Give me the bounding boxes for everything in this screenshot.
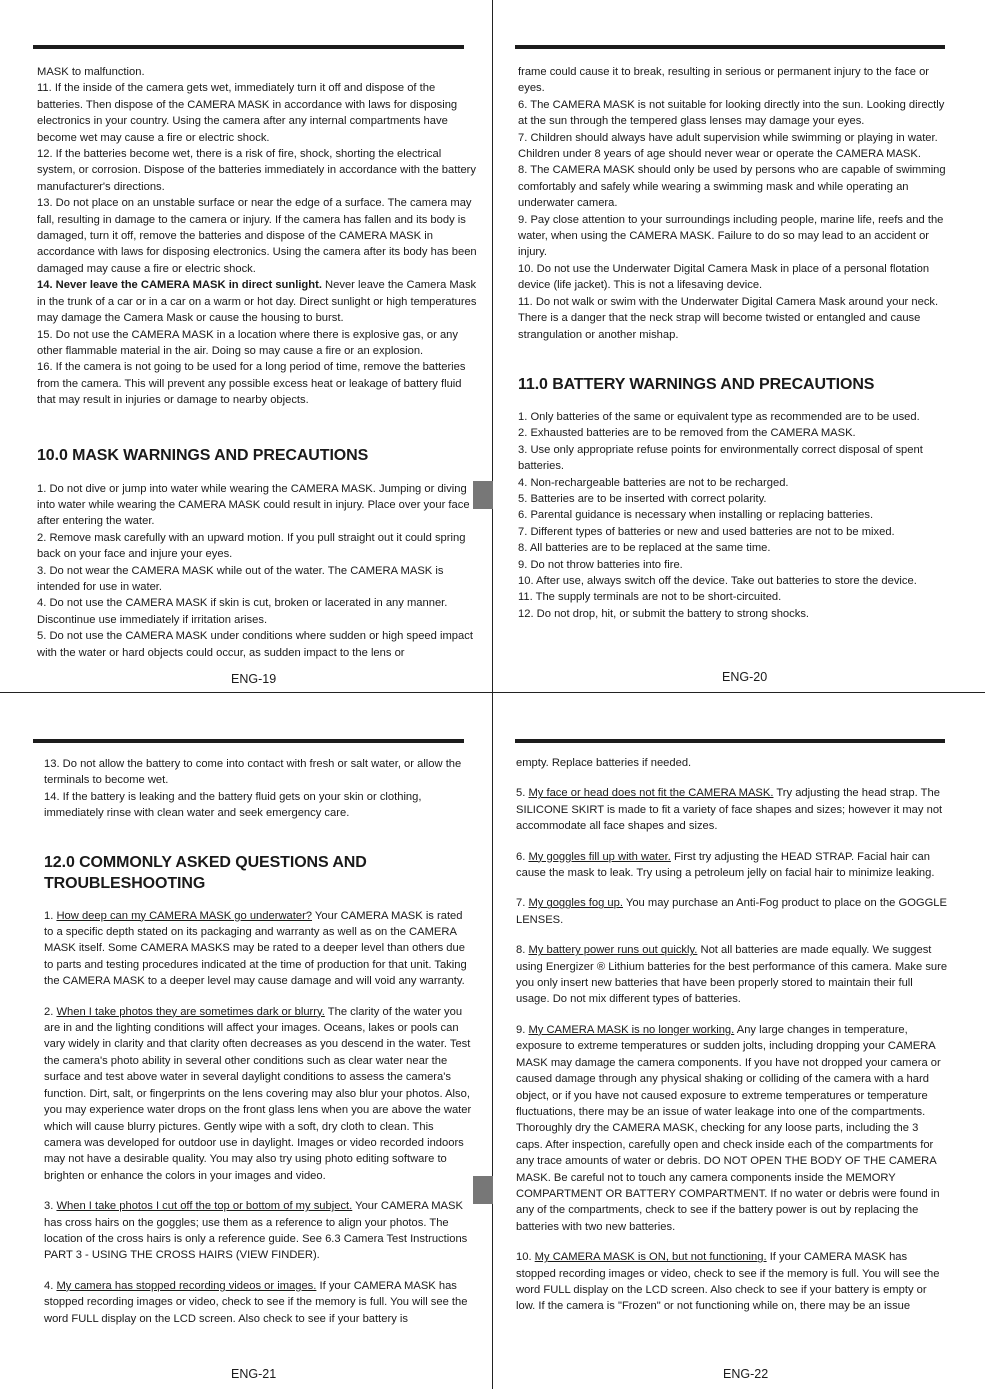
header-rule [515, 739, 945, 743]
header-rule [33, 45, 464, 49]
list-item: 11. Do not walk or swim with the Underwater Digital Camera Mask around your neck. There is a danger that the neck strap will become twisted or entangled and cause strangulation or another mishap. [518, 295, 939, 341]
page-eng-20 [518, 64, 952, 622]
faq-question: When I take photos I cut off the top or bottom of my subject. [56, 1200, 353, 1213]
list-item: 10. After use, always switch off the device. Take out batteries to store the device. [518, 574, 917, 587]
list-item: 16. If the camera is not going to be used for a long period of time, remove the batteries from the camera. This will prevent any possible excess heat or leakage of battery fluid that may result in injuries or damage to nearby objects. [37, 361, 466, 407]
faq-question: My face or head does not fit the CAMERA MASK. [528, 787, 774, 800]
list-item: 4. Do not use the CAMERA MASK if skin is cut, broken or lacerated in any manner. Discontinue use immediately if irritation arises. [37, 597, 448, 626]
list-item: frame could cause it to break, resulting in serious or permanent injury to the face or eyes. [518, 66, 930, 95]
list-item: 13. Do not place on an unstable surface or near the edge of a surface. The camera may fall, resulting in damage to the camera or injury. If the camera has fallen and its body is damaged, turn it off, remove the batteries and dispose of the CAMERA MASK in accordance with laws for disposing electronics. Using the camera after its body has been damaged may cause a fire or electric shock. [37, 197, 477, 275]
faq-item: 2. When I take photos they are sometimes dark or blurry. The clarity of the water you are in and the lighting conditions will affect your images. Oceans, lakes or pools can vary widely in clarity and that clarity often decreases as you descend in the water. Test the camera's photo ability in several other conditions such as clear water near the surface and test above water in several daylight conditions to assess the camera's function. Dirt, salt, or fingerprints on the lens covering may also blur your photos. Also, you may experience water drops on the front glass lens when you are above the water which will cause blurry pictures. Gently wipe with a soft, dry cloth to clean. This camera was developed for outdoor use in daylight. Images or video recorded indoors may not have a desirable quality. You may also try using photo editing software to brighten or enhance the colors in your images and video. [44, 1005, 472, 1182]
list-item: 3. Use only appropriate refuse points for environmentally correct disposal of spent batteries. [518, 443, 923, 473]
list-item: 14. If the battery is leaking and the battery fluid gets on your skin or clothing, immediately rinse with clean water and seek emergency care. [44, 790, 422, 820]
page-number: ENG-21 [231, 1367, 277, 1381]
list-item: 1. Only batteries of the same or equivalent type as recommended are to be used. [518, 410, 920, 423]
faq-question: My battery power runs out quickly. [528, 944, 698, 957]
faq-item: 3. When I take photos I cut off the top or bottom of my subject. Your CAMERA MASK has cross hairs on the goggles; use them as a reference to align your photos. The location of the cross hairs is only a reference guide. See 6.3 Camera Test Instructions PART 3 - USING THE CROSS HAIRS (VIEW FINDER). [44, 1200, 468, 1262]
list-item: 6. The CAMERA MASK is not suitable for looking directly into the sun. Looking directly at the sun through the tempered glass lenses may damage your eyes. [518, 98, 945, 128]
faq-item: 10. My CAMERA MASK is ON, but not functioning. If your CAMERA MASK has stopped recording images or video, check to see if the memory is full. You will see the word FULL display on the LCD screen. Also check to see if your battery is empty or low. If the camera is "Frozen" or not functioning while on, there may be an issue [516, 1251, 940, 1313]
list-item: 13. Do not allow the battery to come into contact with fresh or salt water, or allow the terminals to become wet. [44, 758, 462, 787]
faq-question: My CAMERA MASK is no longer working. [528, 1023, 735, 1036]
faq-answer: Try adjusting the head strap. The SILICONE SKIRT is made to fit a variety of face shapes and sizes; however it may not accommodate all face shapes and sizes. [516, 787, 943, 833]
section-heading: TROUBLESHOOTING [44, 874, 206, 892]
faq-question: My CAMERA MASK is ON, but not functioning. [534, 1251, 767, 1264]
header-rule [33, 739, 464, 743]
faq-answer: Your CAMERA MASK has cross hairs on the goggles; use them as a reference to align your photos. The location of the cross hairs is only a reference guide. See 6.3 Camera Test Instructions PART 3 - USING THE CROSS HAIRS (VIEW FINDER). [44, 1200, 468, 1262]
list-item: 15. Do not use the CAMERA MASK in a location where there is explosive gas, or any other flammable material in the air. Doing so may cause a fire or an explosion. [37, 328, 458, 357]
faq-answer: Your CAMERA MASK is rated to a specific depth stated on its packaging and warranty as well as on the CAMERA MASK itself. Some CAMERA MASKS may be rated to a deeper level than others due to parts and testing procedures indicated at the time of production for that unit. Taking the CAMERA MASK to a deeper level may cause damage and will void any warranty. [44, 909, 467, 988]
list-item: 7. Children should always have adult supervision while swimming or playing in water. Children under 8 years of age should never wear or operate the CAMERA MASK. [518, 131, 938, 161]
page-eng-19 [37, 64, 477, 661]
thumb-tab [473, 1176, 493, 1204]
list-item: 9. Pay close attention to your surroundings including people, marine life, reefs and the water, when using the CAMERA MASK. Failure to do so may lead to an accident or injury. [518, 213, 944, 259]
faq-item: 7. My goggles fog up. You may purchase an Anti-Fog product to place on the GOGGLE LENSES. [516, 897, 947, 926]
bold-warning: 14. Never leave the CAMERA MASK in direct sunlight. [37, 279, 322, 292]
section-heading: 10.0 MASK WARNINGS AND PRECAUTIONS [37, 446, 369, 464]
list-item: 11. If the inside of the camera gets wet, immediately turn it off and dispose of the batteries. Then dispose of the CAMERA MASK in accordance with laws for disposing electronics in your country. Using the camera after any internal compartments have become wet may cause a fire or electric shock. [37, 82, 458, 144]
paragraph: empty. Replace batteries if needed. [516, 757, 692, 769]
faq-answer: If your CAMERA MASK has stopped recording images or video, check to see if the memory is full. You will see the word FULL display on the LCD screen. Also check to see if your battery is [44, 1279, 468, 1325]
faq-item: 4. My camera has stopped recording videos or images. If your CAMERA MASK has stopped recording images or video, check to see if the memory is full. You will see the word FULL display on the LCD screen. Also check to see if your battery is [44, 1279, 468, 1325]
faq-answer: First try adjusting the HEAD STRAP. Facial hair can cause the mask to leak. Try using a petroleum jelly on facial hair to minimize leaking. [516, 850, 935, 880]
list-item: 7. Different types of batteries or new and used batteries are not to be mixed. [518, 525, 895, 538]
page-eng-21 [44, 756, 474, 1327]
faq-answer: Any large changes in temperature, exposure to extreme temperatures or sudden jolts, including dropping your CAMERA MASK may damage the camera components. If you have not dropped your camera or caused damage through any physical shaking or colliding of the camera with a hard object, or if you have not caused exposure to extreme temperatures or temperature fluctuations, there may be an issue of water leakage into one of the compartments. Thoroughly dry the CAMERA MASK, checking for any loose parts, including the 3 caps. After inspection, carefully open and check inside each of the compartments for any trace amounts of water or debris. DO NOT OPEN THE BODY OF THE CAMERA MASK. Be careful not to touch any camera components inside the MEMORY COMPARTMENT OR BATTERY COMPARTMENT. If no water or debris were found in any of the compartments, check to see if the battery power is out by replacing the batteries with two new batteries. [516, 1023, 941, 1233]
faq-item: 9. My CAMERA MASK is no longer working. Any large changes in temperature, exposure to extreme temperatures or sudden jolts, including dropping your CAMERA MASK may damage the camera components. If you have not dropped your camera or caused damage through any physical shaking or colliding of the camera with a hard object, or if you have not caused exposure to extreme temperatures or temperature fluctuations, there may be an issue of water leakage into one of the compartments. Thoroughly dry the CAMERA MASK, checking for any loose parts, including the 3 caps. After inspection, carefully open and check inside each of the compartments for any trace amounts of water or debris. DO NOT OPEN THE BODY OF THE CAMERA MASK. Be careful not to touch any camera components inside the MEMORY COMPARTMENT OR BATTERY COMPARTMENT. If no water or debris were found in any of the compartments, check to see if the battery power is out by replacing the batteries with two new batteries. [516, 1023, 941, 1233]
page-number: ENG-20 [722, 670, 768, 684]
paragraph: MASK to malfunction. [37, 66, 145, 78]
list-item: 8. All batteries are to be replaced at the same time. [518, 542, 771, 555]
list-item: 6. Parental guidance is necessary when installing or replacing batteries. [518, 509, 874, 522]
faq-answer: The clarity of the water you are in and the lighting conditions will affect your images. Oceans, lakes or pools can vary widely in clarity and that clarity often decreases as you descend in the water. Test the camera's photo ability in several other conditions such as clear water near the surface and test above water in several daylight conditions to assess the camera's function. Dirt, salt, or fingerprints on the lens covering may also blur your photos. Also, you may experience water drops on the front glass lens when you are above the water which will cause blurry pictures. Gently wipe with a soft, dry cloth to clean. This camera was developed for outdoor use in daylight. Images or video recorded indoors may not have a desirable quality. You may also try using photo editing software to brighten or enhance the colors in your images and video. [44, 1005, 472, 1182]
list-item: 10. Do not use the Underwater Digital Camera Mask in place of a personal flotation device (life jacket). This is not a lifesaving device. [518, 262, 930, 292]
faq-question: My camera has stopped recording videos or images. [56, 1279, 317, 1292]
faq-item: 1. How deep can my CAMERA MASK go underwater? Your CAMERA MASK is rated to a specific depth stated on its packaging and warranty as well as on the CAMERA MASK itself. Some CAMERA MASKS may be rated to a deeper level than others due to parts and testing procedures indicated at the time of production for that unit. Taking the CAMERA MASK to a deeper level may cause damage and will void any warranty. [44, 909, 467, 988]
page-number: ENG-22 [723, 1367, 769, 1381]
faq-question: How deep can my CAMERA MASK go underwater? [56, 909, 313, 922]
section-heading: 11.0 BATTERY WARNINGS AND PRECAUTIONS [518, 375, 875, 393]
faq-item: 5. My face or head does not fit the CAMERA MASK. Try adjusting the head strap. The SILICONE SKIRT is made to fit a variety of face shapes and sizes; however it may not accommodate all face shapes and sizes. [516, 787, 943, 833]
list-item: 4. Non-rechargeable batteries are not to be recharged. [518, 476, 789, 489]
list-item: 11. The supply terminals are not to be short-circuited. [518, 591, 782, 604]
list-item: 14. Never leave the CAMERA MASK in direct sunlight. Never leave the Camera Mask in the trunk of a car or in a car on a warm or hot day. Direct sunlight or high temperatures may damage the Camera Mask or cause the housing to burst. [37, 279, 477, 325]
list-item: 2. Remove mask carefully with an upward motion. If you pull straight out it could spring back on your face and injure your eyes. [37, 531, 466, 561]
faq-item: 6. My goggles fill up with water. First try adjusting the HEAD STRAP. Facial hair can cause the mask to leak. Try using a petroleum jelly on facial hair to minimize leaking. [516, 850, 935, 880]
faq-question: My goggles fill up with water. [528, 850, 671, 863]
faq-question: When I take photos they are sometimes dark or blurry. [56, 1005, 325, 1018]
faq-answer: Not all batteries are made equally. We suggest using Energizer ® Lithium batteries for the best performance of this camera. Make sure you only insert new batteries that have been properly stored to maintain their full usage. Do not mix different types of batteries. [516, 944, 948, 1006]
list-item: 12. Do not drop, hit, or submit the battery to strong shocks. [518, 607, 810, 620]
list-item: 1. Do not dive or jump into water while wearing the CAMERA MASK. Jumping or diving into water while wearing the CAMERA MASK could result in injury. Place over your face after entering the water. [37, 482, 470, 528]
list-item: 9. Do not throw batteries into fire. [518, 558, 683, 571]
page-number: ENG-19 [231, 672, 277, 686]
faq-item: 8. My battery power runs out quickly. Not all batteries are made equally. We suggest using Energizer ® Lithium batteries for the best performance of this camera. Make sure you only insert new batteries that have been properly stored to maintain their full usage. Do not mix different types of batteries. [516, 944, 948, 1006]
page-eng-22 [516, 755, 948, 1315]
faq-answer: You may purchase an Anti-Fog product to place on the GOGGLE LENSES. [516, 897, 947, 926]
list-item: 12. If the batteries become wet, there is a risk of fire, shock, shorting the electrical system, or corrosion. Dispose of the batteries immediately in accordance with the battery manufacturer's directions. [37, 148, 476, 193]
section-heading: 12.0 COMMONLY ASKED QUESTIONS AND [44, 853, 367, 871]
horizontal-page-divider [0, 692, 985, 693]
list-item: 2. Exhausted batteries are to be removed from the CAMERA MASK. [518, 427, 856, 440]
list-item: 5. Do not use the CAMERA MASK under conditions where sudden or high speed impact with the water or hard objects could occur, as sudden impact to the lens or [37, 630, 473, 659]
list-item: 8. The CAMERA MASK should only be used by persons who are capable of swimming comfortably and safely while wearing a swimming mask and while operating an underwater camera. [518, 164, 946, 210]
faq-answer: If your CAMERA MASK has stopped recording images or video, check to see if the memory is full. You will see the word FULL display on the LCD screen. Also check to see if your battery is empty or low. If the camera is "Frozen" or not functioning while on, there may be an issue [516, 1251, 940, 1313]
list-item: 5. Batteries are to be inserted with correct polarity. [518, 492, 767, 505]
faq-question: My goggles fog up. [528, 897, 623, 910]
list-item: 3. Do not wear the CAMERA MASK while out of the water. The CAMERA MASK is intended for use in water. [37, 564, 444, 593]
header-rule [515, 45, 945, 49]
